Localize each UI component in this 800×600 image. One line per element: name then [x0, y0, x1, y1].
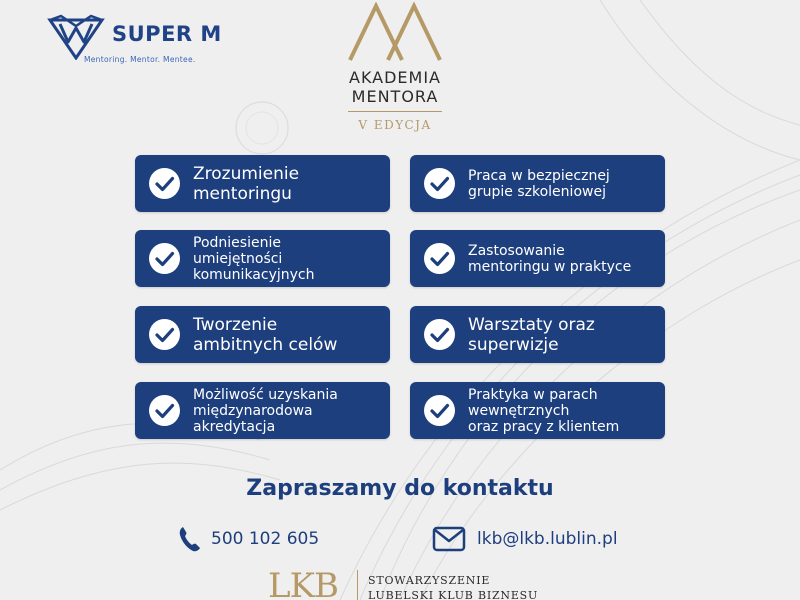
diamond-m-logo-icon [46, 14, 106, 60]
akademia-mentora-logo [330, 0, 460, 140]
feature-text: Zastosowanie mentoringu w praktyce [468, 242, 632, 275]
footer-divider [357, 570, 358, 600]
check-circle-icon [149, 319, 180, 350]
feature-card [135, 155, 390, 212]
email-address[interactable]: lkb@lkb.lublin.pl [477, 529, 618, 549]
check-circle-icon [149, 243, 180, 274]
feature-text: Warsztaty oraz superwizje [468, 314, 595, 355]
org-name-line1: STOWARZYSZENIE [368, 574, 491, 587]
check-circle-icon [424, 319, 455, 350]
phone-number[interactable]: 500 102 605 [211, 529, 320, 549]
feature-text: Tworzenie ambitnych celów [193, 314, 338, 355]
feature-text: Praca w bezpiecznej grupie szkoleniowej [468, 167, 610, 200]
program-title-line2: MENTORA [351, 87, 439, 106]
phone-icon [178, 525, 202, 553]
check-circle-icon [149, 168, 180, 199]
feature-card [410, 382, 665, 439]
feature-card [410, 306, 665, 363]
feature-text: Praktyka w parach wewnętrznych oraz pracy z klientem [468, 386, 620, 435]
feature-card [410, 155, 665, 212]
feature-card [135, 306, 390, 363]
program-divider [348, 111, 442, 112]
feature-text: Możliwość uzyskania międzynarodowa akredytacja [193, 386, 338, 435]
lkb-logo: LKB [268, 566, 338, 600]
program-edition: V EDYCJA [358, 118, 432, 132]
program-title-line1: AKADEMIA [349, 68, 441, 87]
feature-card [135, 382, 390, 439]
check-circle-icon [424, 243, 455, 274]
feature-card [410, 230, 665, 287]
brand-name: SUPER M [112, 22, 222, 46]
feature-card [135, 230, 390, 287]
contact-heading: Zapraszamy do kontaktu [246, 476, 554, 501]
brand-tagline: Mentoring. Mentor. Mentee. [84, 55, 196, 64]
envelope-icon [432, 526, 466, 552]
org-name-line2: LUBELSKI KLUB BIZNESU [368, 589, 539, 600]
feature-text: Zrozumienie mentoringu [193, 163, 300, 204]
aa-logo-icon [346, 2, 444, 62]
check-circle-icon [424, 168, 455, 199]
check-circle-icon [424, 395, 455, 426]
feature-text: Podniesienie umiejętności komunikacyjnych [193, 234, 315, 283]
check-circle-icon [149, 395, 180, 426]
